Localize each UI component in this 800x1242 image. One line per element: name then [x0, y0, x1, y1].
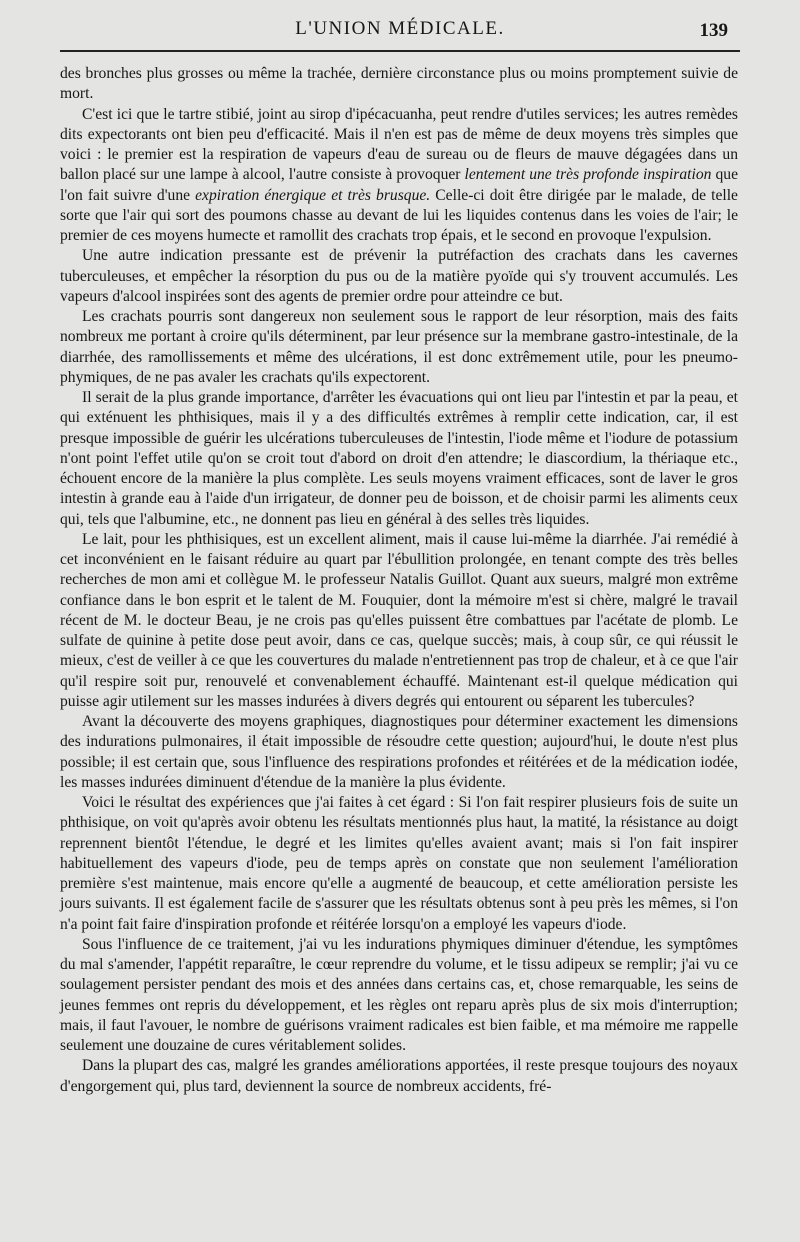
paragraph: [60, 246, 738, 307]
text-run: Une autre indication pressante est de prévenir la putréfaction des crachats dans les cavernes tuberculeuses, et empêcher la résorption du pus ou de la matière pyoïde qui s'y trouvent accumulés. Les vapeurs d'alcool inspirées sont des agents de premier ordre pour atteindre ce but.: [60, 247, 738, 305]
article-body: [60, 64, 738, 1097]
paragraph: [60, 64, 738, 105]
text-run: Sous l'influence de ce traitement, j'ai vu les indurations phymiques diminuer d'étendue, les symptômes du mal s'amender, l'appétit reparaître, le cœur reprendre du volume, et le tissu adipeux se remplir; j'ai vu ce soulagement persister pendant des mois et des années dans certains cas, et, chose remarquable, les seins de jeunes femmes ont repris du développement, et les règles ont reparu après plus de six mois d'interruption; mais, il faut l'avouer, le nombre de guérisons vraiment radicales est bien faible, et ma mémoire me rappelle seulement une douzaine de cures véritablement solides.: [60, 935, 738, 1054]
paragraph: [60, 935, 738, 1057]
text-run: des bronches plus grosses ou même la trachée, dernière circonstance plus ou moins promptement suivie de mort.: [60, 65, 738, 103]
header-rule: [60, 50, 740, 52]
text-run: Celle-ci doit être dirigée par le malade, de telle sorte que l'air qui sort des poumons chasse au devant de lui les liquides contenus dans les voies de l'air; le premier de ces moyens humecte et ramollit des crachats trop épais, et le second en provoque l'expulsion.: [60, 186, 738, 244]
paragraph: [60, 1056, 738, 1097]
text-run: Il serait de la plus grande importance, d'arrêter les évacuations qui ont lieu par l'intestin et par la peau, et qui exténuent les phthisiques, mais il y a des difficultés extrêmes à remplir cette indication, car, il est presque impossible de guérir les ulcérations tuberculeuses de l'intestin, l'iode même et l'iodure de potassium n'ont point l'effet utile qu'on se croit tout d'abord on droit d'en attendre; le diascordium, la thériaque etc., échouent encore de la manière la plus complète. Les seuls moyens vraiment efficaces, sont de laver le gros intestin à grande eau à l'aide d'un irrigateur, de donner peu de boisson, et de choisir parmi les aliments ceux qui, tels que l'albumine, etc., ne donnent pas lieu en général à des selles très liquides.: [60, 389, 738, 528]
italic-phrase: lentement une très profonde inspiration: [464, 166, 712, 184]
page-header: [60, 14, 740, 44]
italic-phrase: expiration énergique et très brusque.: [195, 186, 431, 204]
paragraph: [60, 105, 738, 247]
paragraph: [60, 307, 738, 388]
text-run: Avant la découverte des moyens graphiques, diagnostiques pour déterminer exactement les dimensions des indurations pulmonaires, il était impossible de résoudre cette question; aujourd'hui, le doute n'est plus possible; il est certain que, sous l'influence des respirations profondes et réitérées et de la médication iodée, les masses indurées diminuent d'étendue de la manière la plus évidente.: [60, 713, 738, 791]
text-run: Dans la plupart des cas, malgré les grandes améliorations apportées, il reste presque toujours des noyaux d'engorgement qui, plus tard, deviennent la source de nombreux accidents, fré-: [60, 1057, 738, 1095]
running-title: L'UNION MÉDICALE.: [295, 18, 505, 39]
text-run: Voici le résultat des expériences que j'ai faites à cet égard : Si l'on fait respirer plusieurs fois de suite un phthisique, on voit qu'après avoir obtenu les résultats mentionnés plus haut, la matité, la résistance au doigt reprennent bientôt l'étendue, le degré et les limites qu'elles avaient avant; mais si l'on fait inspirer habituellement des vapeurs d'iode, peu de temps après on constate que non seulement l'amélioration première s'est maintenue, mais encore qu'elle a augmenté de beaucoup, et cette amélioration persiste les jours suivants. Il est également facile de s'assurer que les résultats obtenus sont à peu près les mêmes, si l'on n'a point fait faire d'inspiration profonde et réitérée lorsqu'on a employé les vapeurs d'iode.: [60, 794, 738, 933]
text-run: Le lait, pour les phthisiques, est un excellent aliment, mais il cause lui-même la diarrhée. J'ai remédié à cet inconvénient en le faisant réduire au quart par l'ébullition prolongée, en tenant compte des très belles recherches de mon ami et collègue M. le professeur Natalis Guillot. Quant aux sueurs, malgré mon extrême confiance dans le bon esprit et le talent de M. Fouquier, dont la mémoire m'est si chère, malgré le travail récent de M. le docteur Beau, je ne crois pas qu'elles puissent être combattues par l'acétate de plomb. Le sulfate de quinine à petite dose peut avoir, dans ce cas, quelque succès; mais, à coup sûr, ce qui réussit le mieux, c'est de veiller à ce que les couvertures du malade n'entretiennent pas trop de chaleur, et à ce que l'air qu'il respire soit pur, renouvelé et convenablement échauffé. Maintenant est-il quelque médication qui puisse agir utilement sur les masses indurées à divers degrés qui entourent ou séparent les tubercules?: [60, 530, 738, 710]
paragraph: [60, 388, 738, 530]
text-run: Les crachats pourris sont dangereux non seulement sous le rapport de leur résorption, mais des faits nombreux me portant à croire qu'ils déterminent, par leur présence sur la membrane gastro-intestinale, de la diarrhée, des ramollissements et même des ulcérations, il est donc extrêmement utile, pour les pneumo-phymiques, de ne pas avaler les crachats qu'ils expectorent.: [60, 308, 738, 386]
text-run: que l'on fait suivre d'une: [60, 166, 738, 204]
text-run: C'est ici que le tartre stibié, joint au sirop d'ipécacuanha, peut rendre d'utiles services; les autres remèdes dits expectorants ont bien peu d'efficacité. Mais il n'en est pas de même de deux moyens très simples que voici : le premier est la respiration de vapeurs d'eau de sureau ou de fleurs de mauve dégagées dans un ballon placé sur une lampe à alcool, l'autre consiste à provoquer: [60, 105, 738, 184]
page-number: 139: [699, 20, 728, 41]
paragraph: [60, 530, 738, 712]
paragraph: [60, 712, 738, 793]
paragraph: [60, 793, 738, 935]
